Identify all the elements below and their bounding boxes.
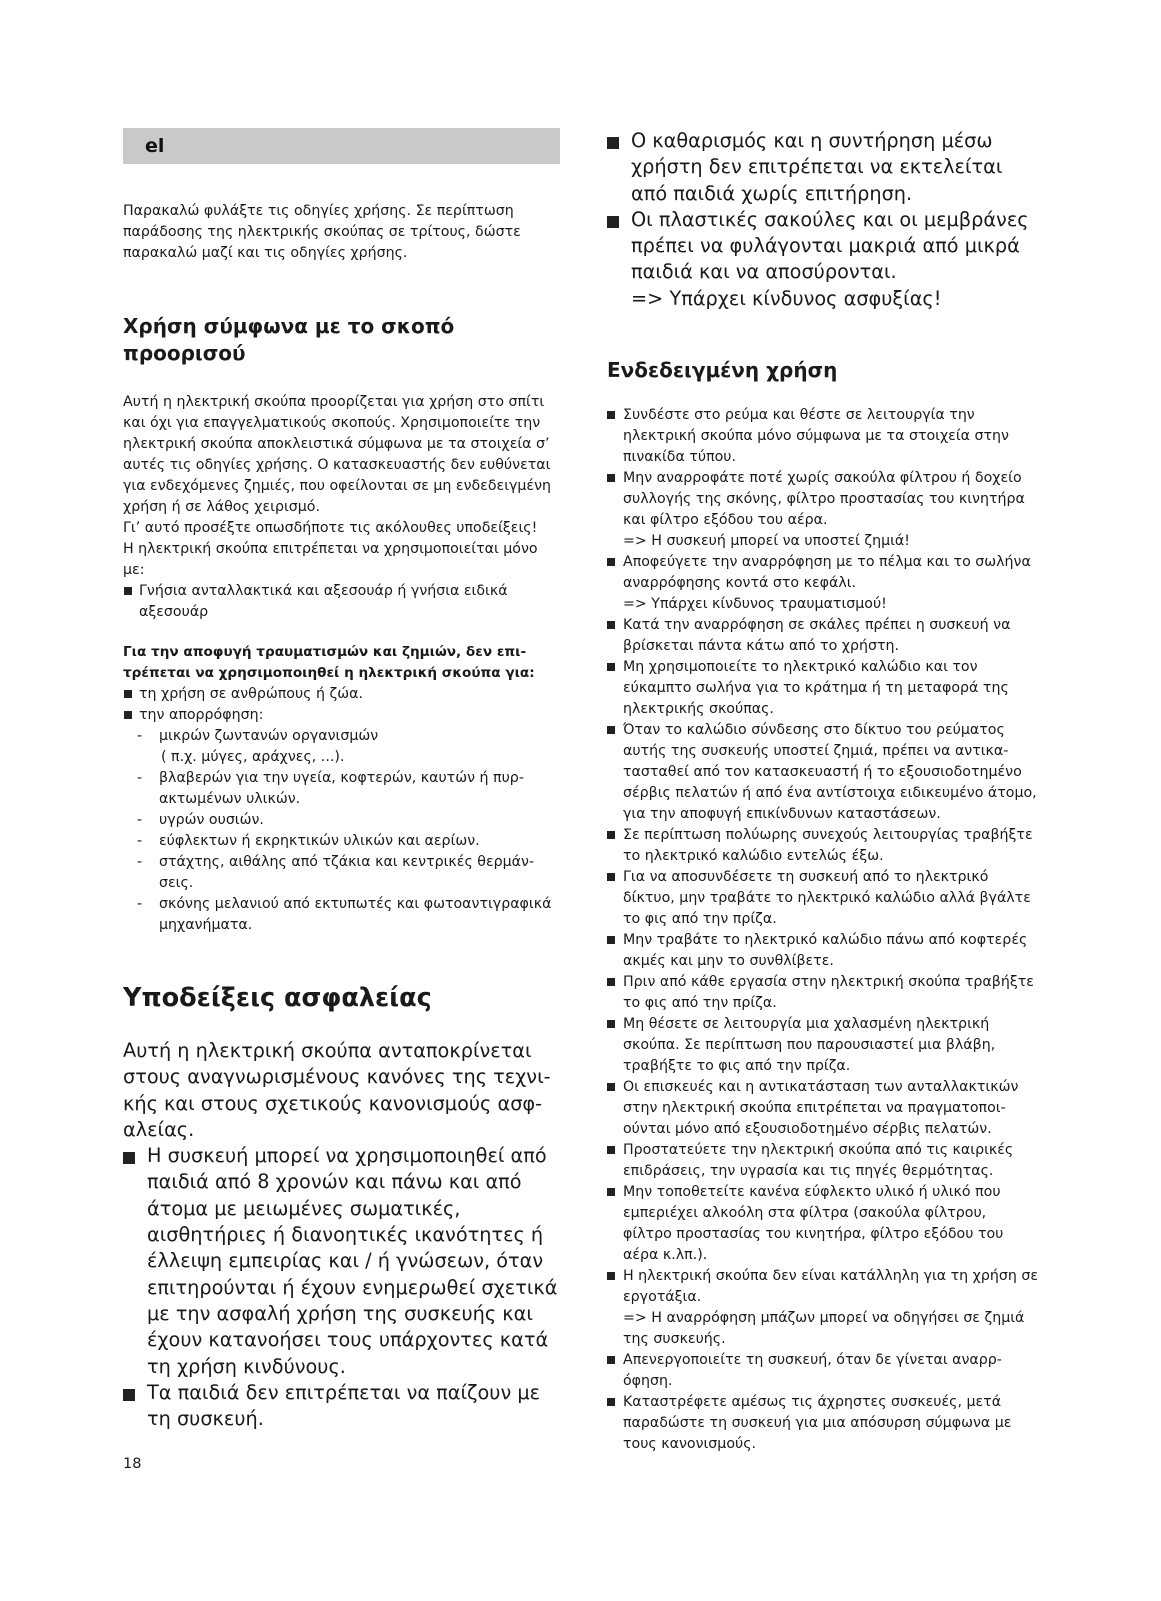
language-code: el: [145, 135, 165, 157]
list-item: Συνδέστε στο ρεύμα και θέστε σε λειτουργία την ηλεκτρική σκούπα μόνο σύμφωνα με τα στοιχεία στην πινακίδα τύπου.: [607, 405, 1039, 468]
list-item-note: => Η συσκευή μπορεί να υποστεί ζημιά!: [623, 533, 910, 550]
prohibited-list: [123, 684, 560, 726]
list-item-note: => Υπάρχει κίνδυνος τραυματισμού!: [623, 596, 887, 613]
language-bar: [123, 128, 560, 164]
intended-use-body: [123, 392, 560, 623]
list-item: Μη θέσετε σε λειτουργία μια χαλασμένη ηλεκτρική σκούπα. Σε περίπτωση που παρουσιαστεί μια βλάβη, τραβήξτε το φις από την πρίζα.: [607, 1014, 1039, 1077]
list-item: [607, 468, 1039, 552]
list-item: Όταν το καλώδιο σύνδεσης στο δίκτυο του ρεύματος αυτής της συσκευής υποστεί ζημιά, πρέπει να αντικατασταθεί από τον κατασκευαστή ή το εξουσιοδοτημένο σέρβις πελατών ή από ένα αντίστοιχα ειδικευμένο άτομο, για την αποφυγή επικίνδυνων καταστάσεων.: [607, 720, 1039, 825]
list-item: [137, 726, 560, 768]
list-item-example: ( π.χ. μύγες, αράχνες, ...).: [161, 749, 345, 765]
safety-intro: Αυτή η ηλεκτρική σκούπα ανταποκρίνεται στους αναγνωρισμένους κανόνες της τεχνικής και στους σχετικούς κανονισμούς ασφαλείας.: [123, 1039, 551, 1141]
list-item: Μη χρησιμοποιείτε το ηλεκτρικό καλώδιο και τον εύκαμπτο σωλήνα για το κράτημα ή τη μεταφορά της ηλεκτρικής σκούπας.: [607, 657, 1039, 720]
list-item: Προστατεύετε την ηλεκτρική σκούπα από τις καιρικές επιδράσεις, την υγρασία και τις πηγές θερμότητας.: [607, 1140, 1039, 1182]
list-item: [607, 207, 1039, 312]
list-item: Για να αποσυνδέσετε τη συσκευή από το ηλεκτρικό δίκτυο, μην τραβάτε το ηλεκτρικό καλώδιο αλλά βγάλτε το φις από την πρίζα.: [607, 867, 1039, 930]
proper-use-list: [607, 405, 1039, 1455]
safety-list-left: [123, 1143, 560, 1432]
list-item: Μην τραβάτε το ηλεκτρικό καλώδιο πάνω από κοφτερές ακμές και μην το συνθλίβετε.: [607, 930, 1039, 972]
left-column: [123, 128, 560, 1432]
intended-use-allowed: Η ηλεκτρική σκούπα επιτρέπεται να χρησιμοποιείται μόνο με:: [123, 541, 538, 578]
list-item: Οι επισκευές και η αντικατάσταση των ανταλλακτικών στην ηλεκτρική σκούπα επιτρέπεται να πραγματοποιούνται μόνο από εξουσιοδοτημένο σέρβις πελατών.: [607, 1077, 1039, 1140]
list-item: Σε περίπτωση πολύωρης συνεχούς λειτουργίας τραβήξτε το ηλεκτρικό καλώδιο εντελώς έξω.: [607, 825, 1039, 867]
list-item: τη χρήση σε ανθρώπους ή ζώα.: [123, 684, 560, 705]
list-item: - σκόνης μελανιού από εκτυπωτές και φωτοαντιγραφικά μηχανήματα.: [137, 894, 560, 936]
list-item-text: Αποφεύγετε την αναρρόφηση με το πέλμα και το σωλήνα αναρρόφησης κοντά στο κεφάλι.: [623, 554, 1031, 592]
list-item: - υγρών ουσιών.: [137, 810, 560, 831]
list-item-note: => Η αναρρόφηση μπάζων μπορεί να οδηγήσει σε ζημιά της συσκευής.: [623, 1310, 1025, 1348]
list-item-text: - μικρών ζωντανών οργανισμών: [159, 728, 379, 744]
prohibited-uses-heading: Για την αποφυγή τραυματισμών και ζημιών, δεν επιτρέπεται να χρησιμοποιηθεί η ηλεκτρική σκούπα για:: [123, 644, 535, 681]
list-item: Καταστρέφετε αμέσως τις άχρηστες συσκευές, μετά παραδώστε τη συσκευή για μια απόσυρση σύμφωνα με τους κανονισμούς.: [607, 1392, 1039, 1455]
right-column: [607, 128, 1039, 1455]
list-item: την απορρόφηση:: [123, 705, 560, 726]
list-item: Πριν από κάθε εργασία στην ηλεκτρική σκούπα τραβήξτε το φις από την πρίζα.: [607, 972, 1039, 1014]
list-item: - εύφλεκτων ή εκρηκτικών υλικών και αερίων.: [137, 831, 560, 852]
list-item: Ο καθαρισμός και η συντήρηση μέσω χρήστη δεν επιτρέπεται να εκτελείται από παιδιά χωρίς επιτήρηση.: [607, 128, 1039, 207]
list-item: Γνήσια ανταλλακτικά και αξεσουάρ ή γνήσια ειδικά αξεσουάρ: [123, 581, 560, 623]
intended-use-note: Γι’ αυτό προσέξτε οπωσδήποτε τις ακόλουθες υποδείξεις!: [123, 520, 538, 536]
proper-use-heading: Ενδεδειγμένη χρήση: [607, 358, 838, 383]
allowed-list: [123, 581, 560, 623]
list-item-text: Οι πλαστικές σακούλες και οι μεμβράνες πρέπει να φυλάγονται μακριά από μικρά παιδιά και να αποσύρονται.: [631, 207, 1029, 284]
list-item: Η συσκευή μπορεί να χρησιμοποιηθεί από παιδιά από 8 χρονών και πάνω και από άτομα με μειωμένες σωματικές, αισθητήριες ή διανοητικές ικανότητες ή έλλειψη εμπειρίας και / ή γνώσεων, όταν επιτηρούνται ή έχουν ενημερωθεί σχετικά με την ασφαλή χρήση της συσκευής και έχουν κατανοήσει τους υπάρχοντες κατά τη χρήση κινδύνους.: [123, 1143, 560, 1380]
list-item-text: Η ηλεκτρική σκούπα δεν είναι κατάλληλη για τη χρήση σε εργοτάξια.: [623, 1268, 1039, 1306]
list-item: Απενεργοποιείτε τη συσκευή, όταν δε γίνεται αναρρόφηση.: [607, 1350, 1039, 1392]
safety-heading: Υποδείξεις ασφαλείας: [123, 983, 432, 1013]
suction-list: [123, 726, 560, 936]
intro-paragraph: Παρακαλώ φυλάξτε τις οδηγίες χρήσης. Σε περίπτωση παράδοσης της ηλεκτρικής σκούπας σε τρίτους, δώστε παρακαλώ μαζί και τις οδηγίες χρήσης.: [123, 203, 521, 261]
list-item: - βλαβερών για την υγεία, κοφτερών, καυτών ή πυρακτωμένων υλικών.: [137, 768, 560, 810]
danger-note: => Υπάρχει κίνδυνος ασφυξίας!: [631, 286, 942, 310]
list-item: Μην τοποθετείτε κανένα εύφλεκτο υλικό ή υλικό που εμπεριέχει αλκοόλη στα φίλτρα (σακούλα φίλτρου, φίλτρο προστασίας του κινητήρα, φίλτρο εξόδου του αέρα κ.λπ.).: [607, 1182, 1039, 1266]
list-item: - στάχτης, αιθάλης από τζάκια και κεντρικές θερμάνσεις.: [137, 852, 560, 894]
intended-use-paragraph: Αυτή η ηλεκτρική σκούπα προορίζεται για χρήση στο σπίτι και όχι για επαγγελματικούς σκοπούς. Χρησιμοποιείτε την ηλεκτρική σκούπα αποκλειστικά σύμφωνα με τα στοιχεία σ’ αυτές τις οδηγίες χρήσης. Ο κατασκευαστής δεν ευθύνεται για ενδεχόμενες ζημιές, που οφείλονται σε μη ενδεδειγμένη χρήση ή σε λάθος χειρισμό.: [123, 394, 552, 515]
list-item: Κατά την αναρρόφηση σε σκάλες πρέπει η συσκευή να βρίσκεται πάντα κάτω από το χρήστη.: [607, 615, 1039, 657]
list-item: Τα παιδιά δεν επιτρέπεται να παίζουν με τη συσκευή.: [123, 1380, 560, 1433]
list-item: [607, 552, 1039, 615]
safety-list-right: [607, 128, 1039, 312]
list-item-text: Μην αναρροφάτε ποτέ χωρίς σακούλα φίλτρου ή δοχείο συλλογής της σκόνης, φίλτρο προστασίας του κινητήρα και φίλτρο εξόδου του αέρα.: [623, 470, 1025, 529]
list-item: [607, 1266, 1039, 1350]
intended-use-heading: Χρήση σύμφωνα με το σκοπό προορισού: [123, 314, 455, 365]
page-number: 18: [123, 1456, 142, 1472]
